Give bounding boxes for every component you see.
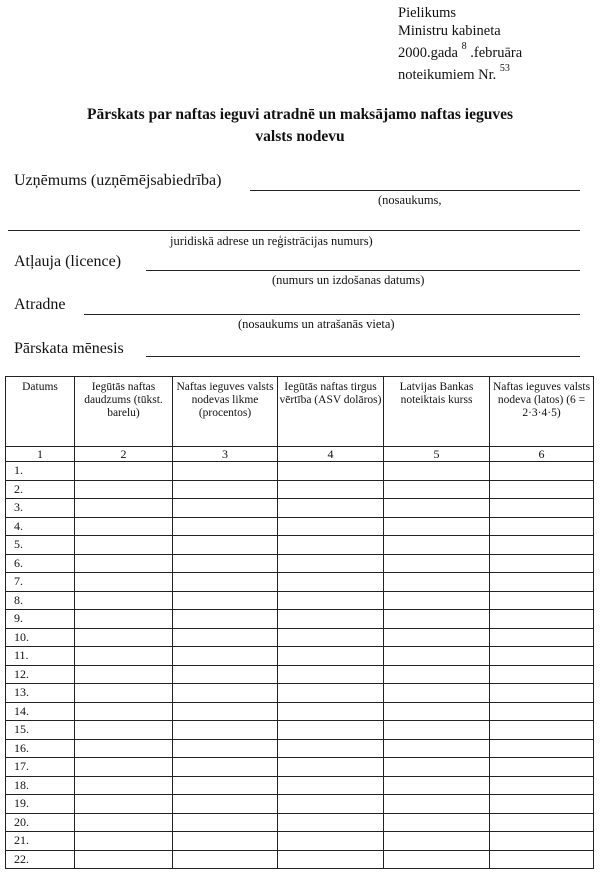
table-cell[interactable] <box>490 573 594 592</box>
table-row <box>6 462 594 481</box>
row-day: 22. <box>6 850 75 869</box>
table-cell[interactable] <box>490 850 594 869</box>
table-cell[interactable] <box>173 517 278 536</box>
table-cell[interactable] <box>490 480 594 499</box>
table-cell[interactable] <box>278 554 384 573</box>
table-cell[interactable] <box>490 813 594 832</box>
annex-regs-line <box>398 62 522 84</box>
row-day: 10. <box>6 628 75 647</box>
table-cell[interactable] <box>173 739 278 758</box>
table-cell[interactable] <box>490 832 594 851</box>
table-cell[interactable] <box>278 647 384 666</box>
table-cell[interactable] <box>75 536 173 555</box>
table-cell[interactable] <box>75 776 173 795</box>
table-row <box>6 591 594 610</box>
table-cell[interactable] <box>384 573 490 592</box>
table-cell[interactable] <box>490 795 594 814</box>
header-fee: Naftas ieguves valsts nodeva (latos) (6 = 2·3·4·5) <box>490 377 594 447</box>
table-row <box>6 517 594 536</box>
table-row <box>6 721 594 740</box>
row-day: 3. <box>6 499 75 518</box>
table-cell[interactable] <box>278 684 384 703</box>
table-cell[interactable] <box>75 628 173 647</box>
table-cell[interactable] <box>75 739 173 758</box>
annex-date-prefix: 2000.gada <box>398 44 458 61</box>
table-row <box>6 758 594 777</box>
column-number: 3 <box>173 447 278 462</box>
row-day: 12. <box>6 665 75 684</box>
table-cell[interactable] <box>173 628 278 647</box>
table-cell[interactable] <box>173 499 278 518</box>
header-market-value: Iegūtās naftas tirgus vērtība (ASV dolāros) <box>278 377 384 447</box>
table-row <box>6 776 594 795</box>
table-cell[interactable] <box>75 610 173 629</box>
annex-line-2: Ministru kabineta <box>398 23 501 39</box>
field-hint: (nosaukums un atrašanās vieta) <box>238 317 395 331</box>
company-hint: (nosaukums, <box>378 193 442 207</box>
column-number-row <box>6 447 594 462</box>
table-cell[interactable] <box>490 536 594 555</box>
table-cell[interactable] <box>173 813 278 832</box>
table-cell[interactable] <box>384 702 490 721</box>
report-title <box>30 104 570 148</box>
table-cell[interactable] <box>278 813 384 832</box>
table-cell[interactable] <box>278 721 384 740</box>
table-cell[interactable] <box>278 462 384 481</box>
table-cell[interactable] <box>278 850 384 869</box>
column-number: 6 <box>490 447 594 462</box>
table-cell[interactable] <box>173 480 278 499</box>
row-day: 15. <box>6 721 75 740</box>
table-row <box>6 665 594 684</box>
column-number: 5 <box>384 447 490 462</box>
table-cell[interactable] <box>173 573 278 592</box>
row-day: 13. <box>6 684 75 703</box>
table-row <box>6 610 594 629</box>
table-cell[interactable] <box>490 462 594 481</box>
annex-line-1: Pielikums <box>398 5 457 21</box>
license-hint: (numurs un izdošanas datums) <box>272 273 425 287</box>
table-row <box>6 480 594 499</box>
annex-note <box>398 4 522 84</box>
table-cell[interactable] <box>384 480 490 499</box>
table-cell[interactable] <box>490 721 594 740</box>
table-cell[interactable] <box>490 517 594 536</box>
table-cell[interactable] <box>173 610 278 629</box>
table-cell[interactable] <box>384 517 490 536</box>
table-cell[interactable] <box>278 795 384 814</box>
table-row <box>6 628 594 647</box>
table-cell[interactable] <box>173 462 278 481</box>
table-cell[interactable] <box>384 832 490 851</box>
table-cell[interactable] <box>278 480 384 499</box>
table-cell[interactable] <box>490 647 594 666</box>
table-row <box>6 739 594 758</box>
table-cell[interactable] <box>278 758 384 777</box>
table-cell[interactable] <box>384 850 490 869</box>
license-input-line[interactable] <box>146 270 580 271</box>
table-cell[interactable] <box>75 591 173 610</box>
month-input-line[interactable] <box>146 356 580 357</box>
column-number: 1 <box>6 447 75 462</box>
table-cell[interactable] <box>490 684 594 703</box>
table-cell[interactable] <box>75 499 173 518</box>
row-day: 21. <box>6 832 75 851</box>
row-day: 11. <box>6 647 75 666</box>
table-cell[interactable] <box>278 591 384 610</box>
header-quantity: Iegūtās naftas daudzums (tūkst. barelu) <box>75 377 173 447</box>
row-day: 8. <box>6 591 75 610</box>
table-cell[interactable] <box>75 832 173 851</box>
table-cell[interactable] <box>75 665 173 684</box>
month-label: Pārskata mēnesis <box>14 340 124 357</box>
table-cell[interactable] <box>173 684 278 703</box>
table-row <box>6 554 594 573</box>
table-cell[interactable] <box>278 832 384 851</box>
table-cell[interactable] <box>490 610 594 629</box>
row-day: 17. <box>6 758 75 777</box>
table-cell[interactable] <box>384 739 490 758</box>
table-cell[interactable] <box>384 610 490 629</box>
row-day: 1. <box>6 462 75 481</box>
table-cell[interactable] <box>384 813 490 832</box>
row-day: 6. <box>6 554 75 573</box>
table-cell[interactable] <box>278 573 384 592</box>
table-cell[interactable] <box>75 813 173 832</box>
row-day: 16. <box>6 739 75 758</box>
table-row <box>6 499 594 518</box>
table-cell[interactable] <box>75 647 173 666</box>
field-input-line[interactable] <box>84 314 580 315</box>
table-row <box>6 684 594 703</box>
table-cell[interactable] <box>278 499 384 518</box>
table-cell[interactable] <box>490 702 594 721</box>
table-row <box>6 573 594 592</box>
title-line-2: valsts nodevu <box>255 128 345 145</box>
annex-regs-number: 53 <box>499 62 510 74</box>
table-cell[interactable] <box>490 665 594 684</box>
table-cell[interactable] <box>384 721 490 740</box>
table-cell[interactable] <box>75 721 173 740</box>
table-cell[interactable] <box>173 665 278 684</box>
table-cell[interactable] <box>384 795 490 814</box>
table-cell[interactable] <box>384 554 490 573</box>
table-cell[interactable] <box>384 499 490 518</box>
table-row <box>6 702 594 721</box>
table-cell[interactable] <box>75 573 173 592</box>
table-cell[interactable] <box>75 684 173 703</box>
table-cell[interactable] <box>173 647 278 666</box>
table-cell[interactable] <box>384 462 490 481</box>
table-cell[interactable] <box>490 628 594 647</box>
table-cell[interactable] <box>384 776 490 795</box>
table-cell[interactable] <box>384 536 490 555</box>
table-cell[interactable] <box>173 536 278 555</box>
row-day: 7. <box>6 573 75 592</box>
header-exchange-rate: Latvijas Bankas noteiktais kurss <box>384 377 490 447</box>
annex-day: 8 <box>461 41 467 52</box>
table-cell[interactable] <box>384 665 490 684</box>
table-cell[interactable] <box>173 758 278 777</box>
table-cell[interactable] <box>278 665 384 684</box>
table-cell[interactable] <box>384 628 490 647</box>
table-cell[interactable] <box>278 610 384 629</box>
table-cell[interactable] <box>75 480 173 499</box>
table-cell[interactable] <box>490 499 594 518</box>
column-number: 2 <box>75 447 173 462</box>
title-line-1: Pārskats par naftas ieguvi atradnē un maksājamo naftas ieguves <box>87 106 513 123</box>
row-day: 9. <box>6 610 75 629</box>
table-cell[interactable] <box>75 702 173 721</box>
table-cell[interactable] <box>278 628 384 647</box>
address-input-line[interactable] <box>8 230 580 231</box>
table-row <box>6 813 594 832</box>
table-cell[interactable] <box>278 776 384 795</box>
license-label: Atļauja (licence) <box>14 253 122 270</box>
table-cell[interactable] <box>384 684 490 703</box>
table-row <box>6 536 594 555</box>
table-cell[interactable] <box>75 758 173 777</box>
table-cell[interactable] <box>278 536 384 555</box>
table-cell[interactable] <box>173 702 278 721</box>
row-day: 19. <box>6 795 75 814</box>
header-date: Datums <box>6 377 75 447</box>
table-cell[interactable] <box>490 776 594 795</box>
table-cell[interactable] <box>278 517 384 536</box>
table-cell[interactable] <box>173 832 278 851</box>
row-day: 4. <box>6 517 75 536</box>
company-label: Uzņēmums (uzņēmējsabiedrība) <box>14 172 222 189</box>
table-cell[interactable] <box>384 591 490 610</box>
table-cell[interactable] <box>173 721 278 740</box>
table-row <box>6 850 594 869</box>
table-cell[interactable] <box>75 795 173 814</box>
company-input-line[interactable] <box>250 190 580 191</box>
table-cell[interactable] <box>173 554 278 573</box>
annex-month: .februāra <box>470 44 523 61</box>
field-label: Atradne <box>14 296 66 313</box>
table-cell[interactable] <box>75 554 173 573</box>
row-day: 5. <box>6 536 75 555</box>
table-cell[interactable] <box>173 591 278 610</box>
table-row <box>6 795 594 814</box>
annex-date-line <box>398 40 522 62</box>
table-cell[interactable] <box>75 850 173 869</box>
table-cell[interactable] <box>490 758 594 777</box>
table-cell[interactable] <box>75 517 173 536</box>
row-day: 20. <box>6 813 75 832</box>
table-cell[interactable] <box>173 850 278 869</box>
row-day: 2. <box>6 480 75 499</box>
table-cell[interactable] <box>75 462 173 481</box>
annex-regs-prefix: noteikumiem Nr. <box>398 66 497 83</box>
table-cell[interactable] <box>384 758 490 777</box>
table-cell[interactable] <box>173 795 278 814</box>
address-hint: juridiskā adrese un reģistrācijas numurs) <box>170 234 373 248</box>
table-cell[interactable] <box>490 554 594 573</box>
table-cell[interactable] <box>384 647 490 666</box>
table-cell[interactable] <box>278 739 384 758</box>
table-row <box>6 647 594 666</box>
report-table <box>5 376 594 869</box>
table-cell[interactable] <box>173 776 278 795</box>
row-day: 18. <box>6 776 75 795</box>
column-number: 4 <box>278 447 384 462</box>
row-day: 14. <box>6 702 75 721</box>
header-row <box>6 377 594 447</box>
table-cell[interactable] <box>490 591 594 610</box>
table-cell[interactable] <box>278 702 384 721</box>
header-rate: Naftas ieguves valsts nodevas likme (procentos) <box>173 377 278 447</box>
table-row <box>6 832 594 851</box>
table-cell[interactable] <box>490 739 594 758</box>
